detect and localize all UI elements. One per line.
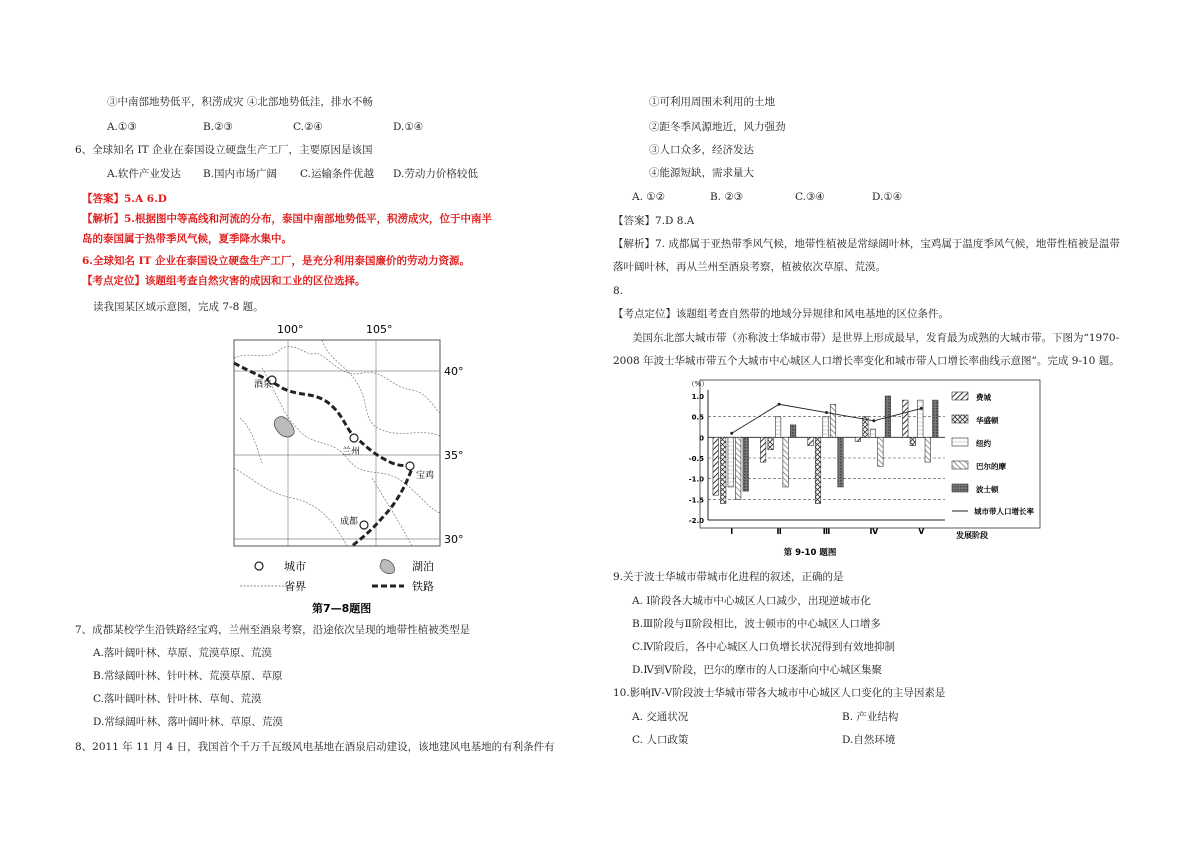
q6-stem: 6、全球知名 IT 企业在泰国设立硬盘生产工厂，主要原因是该国 <box>75 144 373 156</box>
railway <box>234 363 412 546</box>
legend-label: 巴尔的摩 <box>976 462 1006 471</box>
bar-3-0 <box>855 437 861 441</box>
legend-swatch-4 <box>952 484 968 492</box>
y-tick-label: 0 <box>699 434 704 443</box>
urban-belt-growth-point <box>825 411 828 414</box>
bar-1-2 <box>775 417 781 438</box>
q7-stem: 7、成都某校学生沿铁路经宝鸡，兰州至酒泉考察，沿途依次呈现的地带性植被类型是 <box>75 624 471 636</box>
y-tick-label: -1.0 <box>688 475 704 484</box>
y-tick-label: -2.0 <box>688 517 704 525</box>
region-map-svg <box>222 318 492 618</box>
bar-1-4 <box>790 425 796 437</box>
q9-option-d: D.Ⅳ到Ⅴ阶段，巴尔的摩市的人口逐渐向中心城区集聚 <box>632 664 882 676</box>
bar-0-3 <box>735 437 741 499</box>
q9-option-a: A. Ⅰ阶段各大城市中心城区人口减少，出现逆城市化 <box>632 595 871 607</box>
bar-0-4 <box>743 437 749 491</box>
urban-belt-growth-point <box>730 432 733 435</box>
x-tick-label: Ⅰ <box>730 527 734 536</box>
q8-condition-1: ①可利用周围未利用的土地 <box>649 96 775 108</box>
lon-label-100: 100° <box>277 323 304 336</box>
legend-label: 波士顿 <box>976 485 999 494</box>
legend-line-label: 城市带人口增长率 <box>974 507 1034 516</box>
q7-option-c: C.落叶阔叶林、针叶林、草甸、荒漠 <box>93 693 262 705</box>
answer-7-8: 【答案】7.D 8.A <box>613 215 695 227</box>
bar-2-0 <box>808 437 814 445</box>
q7-option-b: B.常绿阔叶林、针叶林、荒漠草原、草原 <box>93 670 283 682</box>
q6-option-c: C.运输条件优越 <box>300 168 374 180</box>
chart-frame <box>700 380 1040 528</box>
q9-option-b: B.Ⅲ阶段与Ⅱ阶段相比，波士顿市的中心城区人口增多 <box>632 618 881 630</box>
legend-swatch-0 <box>952 392 968 400</box>
q5-option-c: C.②④ <box>293 121 323 133</box>
urban-belt-growth-point <box>920 407 923 410</box>
legend-city-icon <box>255 562 263 570</box>
q7-option-d: D.常绿阔叶林、落叶阔叶林、草原、荒漠 <box>93 716 283 728</box>
q5-option-b: B.②③ <box>203 121 233 133</box>
q9-10-intro-cont: 2008 年波士华城市带五个大城市中心城区人口增长率变化和城市带人口增长率曲线示意图”。完成 9-10 题。 <box>613 355 1120 367</box>
bar-2-4 <box>838 437 844 487</box>
legend-swatch-1 <box>952 415 968 423</box>
city-chengdu-marker <box>360 521 368 529</box>
q6-option-b: B.国内市场广阔 <box>203 168 278 180</box>
bar-2-2 <box>823 417 829 438</box>
legend-swatch-2 <box>952 438 968 446</box>
analysis-5-cont: 岛的泰国属于热带季风气候，夏季降水集中。 <box>82 233 292 245</box>
y-tick-label: 1.0 <box>691 393 704 401</box>
q10-option-b: B. 产业结构 <box>842 711 899 723</box>
analysis-7-cont: 落叶阔叶林，再从兰州至酒泉考察，植被依次草原、荒漠。 <box>613 261 886 273</box>
bar-4-3 <box>925 437 931 462</box>
q10-option-d: D.自然环境 <box>842 734 896 746</box>
y-tick-label: 0.5 <box>691 413 704 422</box>
q5-option-a: A.①③ <box>107 121 137 133</box>
x-tick-label: Ⅱ <box>776 527 782 536</box>
analysis-7: 【解析】7. 成都属于亚热带季风气候，地带性植被是常绿阔叶林，宝鸡属于温度季风气候，地带性植被是温带 <box>613 238 1120 250</box>
knowledge-point-5-6: 【考点定位】该题组考查自然灾害的成因和工业的区位选择。 <box>82 275 366 287</box>
q10-stem: 10.影响Ⅳ-Ⅴ阶段波士华城市带各大城市中心城区人口变化的主导因素是 <box>613 687 946 699</box>
q6-option-d: D.劳动力价格较低 <box>393 168 478 180</box>
chart-caption: 第 9-10 题图 <box>783 548 837 558</box>
q8-option-a: A. ①② <box>632 191 666 203</box>
q5-option-d: D.①④ <box>393 121 424 133</box>
y-tick-label: -1.5 <box>688 496 704 505</box>
urban-belt-growth-point <box>778 403 781 406</box>
bar-3-2 <box>870 429 876 437</box>
lat-label-40: 40° <box>444 365 464 378</box>
bar-4-0 <box>903 400 909 437</box>
bar-4-1 <box>910 437 916 445</box>
lon-label-105: 105° <box>366 323 393 336</box>
urban-belt-growth-point <box>872 419 875 422</box>
y-axis-label: （%） <box>687 380 709 388</box>
legend-swatch-3 <box>952 461 968 469</box>
x-tick-label: Ⅲ <box>822 527 831 536</box>
bar-4-4 <box>933 400 939 437</box>
legend-label: 华盛顿 <box>976 416 999 425</box>
region-map <box>222 318 492 618</box>
q8-stem: 8、2011 年 11 月 4 日，我国首个千万千瓦级风电基地在酒泉启动建设，该地建风电基地的有利条件有 <box>75 741 555 753</box>
legend-border: 省界 <box>284 580 306 593</box>
legend-label: 费城 <box>976 393 991 402</box>
q8-option-b: B. ②③ <box>710 191 744 203</box>
legend-lake-icon <box>380 560 394 574</box>
q7-option-a: A.落叶阔叶林、草原、荒漠草原、荒漠 <box>93 647 272 659</box>
x-tick-label: Ⅴ <box>918 527 925 536</box>
city-baoji-marker <box>406 462 414 470</box>
legend-railway: 铁路 <box>412 580 434 593</box>
q8-option-c: C.③④ <box>795 191 825 203</box>
q9-option-c: C.Ⅳ阶段后，各中心城区人口负增长状况得到有效地抑制 <box>632 641 895 653</box>
analysis-5: 【解析】5.根据图中等高线和河流的分布，泰国中南部地势低平，积涝成灾，位于中南半 <box>82 213 492 225</box>
legend-city: 城市 <box>284 560 306 573</box>
y-tick-label: -0.5 <box>688 455 704 463</box>
analysis-6: 6.全球知名 IT 企业在泰国设立硬盘生产工厂，是充分利用泰国廉价的劳动力资源。 <box>82 255 470 267</box>
city-jiuquan-label: 酒泉 <box>254 380 273 390</box>
q7-8-intro: 读我国某区域示意图，完成 7-8 题。 <box>93 301 264 313</box>
city-lanzhou-label: 兰州 <box>342 447 361 457</box>
city-chengdu-label: 成都 <box>340 517 359 527</box>
q10-option-a: A. 交通状况 <box>632 711 689 723</box>
bar-0-1 <box>720 437 726 503</box>
chart-svg <box>660 372 1070 567</box>
bar-1-1 <box>768 437 774 449</box>
q5-statements: ③中南部地势低平，积涝成灾 ④北部地势低洼，排水不畅 <box>107 96 373 108</box>
q8-condition-2: ②距冬季风源地近，风力强劲 <box>649 121 786 133</box>
q9-stem: 9.关于波士华城市带城市化进程的叙述，正确的是 <box>613 571 844 583</box>
legend-label: 纽约 <box>976 439 991 448</box>
population-growth-chart <box>660 372 1070 567</box>
q8-condition-3: ③人口众多，经济发达 <box>649 144 754 156</box>
q10-option-c: C. 人口政策 <box>632 734 689 746</box>
map-caption: 第7—8题图 <box>312 602 372 615</box>
city-baoji-label: 宝鸡 <box>416 471 435 481</box>
lake <box>274 417 294 437</box>
legend-lake: 湖泊 <box>412 560 434 573</box>
bar-2-1 <box>815 437 821 503</box>
x-axis-label: 发展阶段 <box>956 531 988 540</box>
bar-1-3 <box>783 437 789 487</box>
q9-10-intro: 美国东北部大城市带（亦称波士华城市带）是世界上形成最早，发育最为成熟的大城市带。下图为“1970- <box>632 332 1120 344</box>
analysis-8: 8. <box>613 285 624 297</box>
x-tick-label: Ⅳ <box>869 527 879 536</box>
bar-1-0 <box>760 437 766 462</box>
bar-3-3 <box>878 437 884 466</box>
q8-condition-4: ④能源短缺，需求量大 <box>649 167 754 179</box>
bar-0-0 <box>713 437 719 495</box>
q8-option-d: D.①④ <box>872 191 903 203</box>
lat-label-35: 35° <box>444 449 464 462</box>
q6-option-a: A.软件产业发达 <box>107 168 181 180</box>
knowledge-point-7-8: 【考点定位】该题组考查自然带的地域分异规律和风电基地的区位条件。 <box>613 308 949 320</box>
lat-label-30: 30° <box>444 533 464 546</box>
city-lanzhou-marker <box>350 434 358 442</box>
bar-4-2 <box>918 400 924 437</box>
answer-5-6: 【答案】5.A 6.D <box>82 193 167 205</box>
bar-2-3 <box>830 404 836 437</box>
bar-0-2 <box>728 437 734 487</box>
